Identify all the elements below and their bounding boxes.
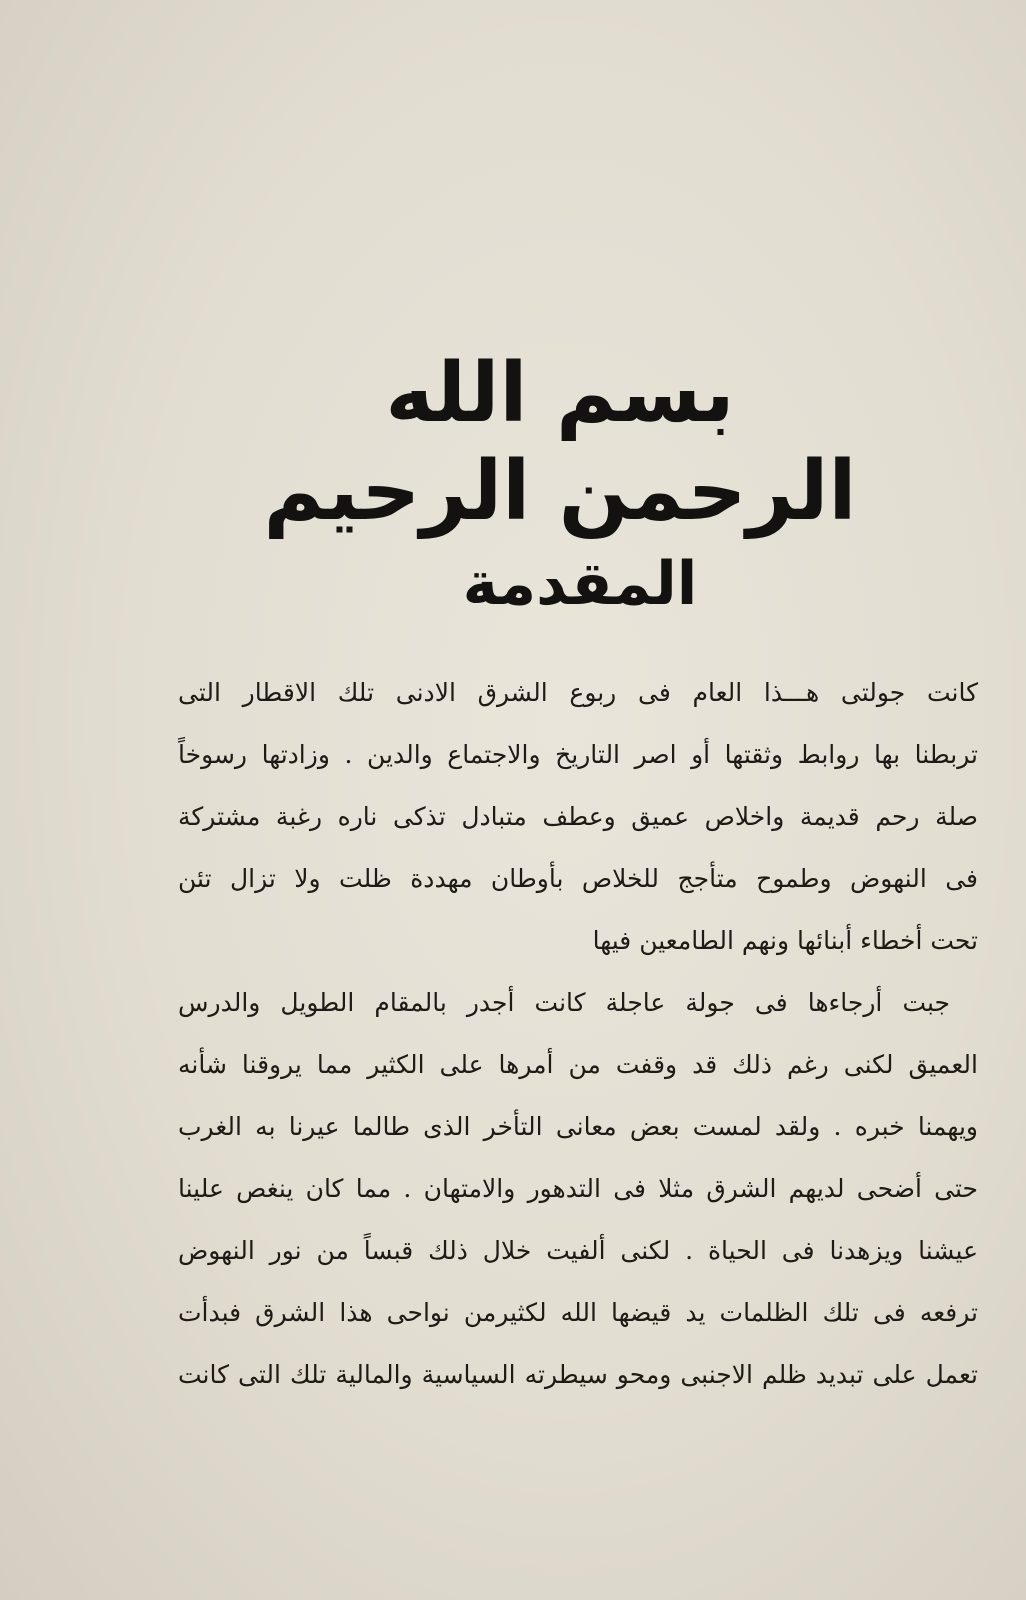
text-line: فى النهوض وطموح متأجج للخلاص بأوطان مهددة ظلت ولا تزال تئن <box>178 864 978 893</box>
text-line: جبت أرجاءها فى جولة عاجلة كانت أجدر بالمقام الطويل والدرس <box>178 988 950 1017</box>
paragraph <box>178 972 978 1406</box>
text-line: كانت جولتى هـــذا العام فى ربوع الشرق الادنى تلك الاقطار التى <box>178 678 978 707</box>
paragraph <box>178 662 978 972</box>
basmala-calligraphy: بسم الله الرحمن الرحيم <box>263 346 857 540</box>
chapter-heading: المقدمة <box>462 549 698 619</box>
text-line: ترفعه فى تلك الظلمات يد قيضها الله لكثيرمن نواحى هذا الشرق فبدأت <box>178 1298 978 1327</box>
text-line: تربطنا بها روابط وثقتها أو اصر التاريخ والاجتماع والدين . وزادتها رسوخاً <box>178 740 978 769</box>
text-line: تعمل على تبديد ظلم الاجنبى ومحو سيطرته السياسية والمالية تلك التى كانت <box>178 1360 978 1389</box>
text-line: صلة رحم قديمة واخلاص عميق وعطف متبادل تذكى ناره رغبة مشتركة <box>178 802 978 831</box>
text-line: العميق لكنى رغم ذلك قد وقفت من أمرها على الكثير مما يروقنا شأنه <box>178 1050 978 1079</box>
text-line: ويهمنا خبره . ولقد لمست بعض معانى التأخر الذى طالما عيرنا به الغرب <box>178 1112 978 1141</box>
body-text <box>178 662 978 1406</box>
text-line: حتى أضحى لديهم الشرق مثلا فى التدهور والامتهان . مما كان ينغص علينا <box>178 1174 978 1203</box>
text-line: عيشنا ويزهدنا فى الحياة . لكنى ألفيت خلال ذلك قبساً من نور النهوض <box>178 1236 978 1265</box>
text-line: تحت أخطاء أبنائها ونهم الطامعين فيها <box>592 926 978 955</box>
